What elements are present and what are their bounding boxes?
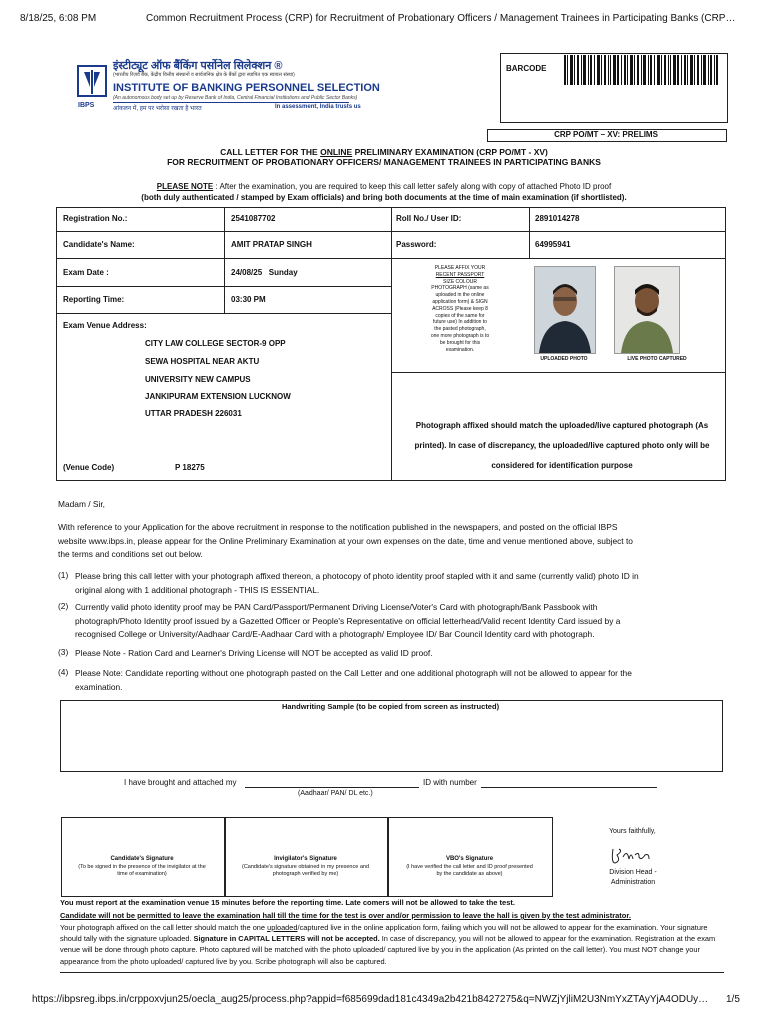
password-label: Password:: [396, 240, 437, 249]
vbo-signature-title: VBO's Signature: [445, 856, 494, 862]
org-name-english: INSTITUTE OF BANKING PERSONNEL SELECTION: [113, 82, 380, 94]
point-number: (2): [58, 601, 69, 611]
point-3: Please Note - Ration Card and Learner's Driving License will NOT be accepted as valid ID proof.: [75, 648, 433, 658]
venue-code-label: (Venue Code): [63, 463, 115, 472]
logo-text: IBPS: [78, 102, 95, 109]
barcode-label: BARCODE: [506, 64, 547, 73]
point-1: Please bring this call letter with your photograph affixed thereon, a photocopy of photo identity proof stapled with it and same (currently valid) photo ID in original along with 1 additional photograph - THIS IS ESSENTIAL.: [75, 571, 639, 595]
candidate-signature-note: (To be signed in the presence of the invigilator at the time of examination): [78, 864, 206, 877]
uploaded-photo-caption: UPLOADED PHOTO: [540, 356, 588, 362]
call-letter-title: CALL LETTER FOR THE ONLINE PRELIMINARY EXAMINATION (CRP PO/MT - XV): [220, 147, 548, 157]
id-number-line: [481, 787, 657, 788]
photo-match-note: Photograph affixed should match the uploaded/live captured photograph (As printed). In case of discrepancy, the uploaded/live captured photo only will be considered for identification purpose: [414, 421, 710, 470]
vbo-signature-note: (I have verified the call letter and ID proof presented by the candidate as above): [406, 864, 533, 877]
password-value: 64995941: [535, 240, 571, 249]
point-number: (4): [58, 667, 69, 677]
reporting-instruction: You must report at the examination venue 15 minutes before the reporting time. Late comers will not be allowed to take the test.: [60, 898, 515, 907]
roll-label: Roll No./ User ID:: [396, 214, 462, 223]
exam-label: CRP PO/MT – XV: PRELIMS: [554, 130, 658, 139]
candidate-signature-title: Candidate's Signature: [110, 856, 174, 862]
venue-line: UNIVERSITY NEW CAMPUS: [145, 375, 251, 384]
call-letter-subtitle: FOR RECRUITMENT OF PROBATIONARY OFFICERS/ MANAGEMENT TRAINEES IN PARTICIPATING BANKS: [167, 157, 601, 167]
roll-value: 2891014278: [535, 214, 580, 223]
org-subtitle-hindi: (भारतीय रिज़र्व बैंक, केंद्रीय वित्तीय संस्थानों व सार्वजनिक क्षेत्र के बैंकों द्वारा स्थापित एक स्वायत्त संस्था): [113, 72, 295, 78]
point-4: Please Note: Candidate reporting without one photograph pasted on the Call Letter and one additional photograph will not be allowed to appear for the examination.: [75, 668, 632, 692]
yours-faithfully: Yours faithfully,: [609, 828, 656, 835]
live-photo-caption: LIVE PHOTO CAPTURED: [627, 356, 687, 362]
exam-date-label: Exam Date :: [63, 268, 109, 277]
point-2: Currently valid photo identity proof may be PAN Card/Passport/Permanent Driving License/Voter's Card with photograph/Bank Passbook with photograph/Photo Identity proof issued by a Gazetted Officer or People's Representative on official letterhead/Valid recent Identity Card issued by a recognised College or University/Aadhaar Card/E-Aadhaar Card with a photograph/ Employee ID/ Bar Council Identity card with photograph.: [75, 602, 621, 639]
live-photo: [614, 266, 680, 354]
photo-signature-instruction: Your photograph affixed on the call letter should match the one uploaded/captured live in the online application form, failing which you will not be allowed to appear for the examination. Your signature should tally with the signature uploaded. Signature in CAPITAL LETTERS will not be accepted. In case of discrepancy, you will not be allowed to appear for the examination. Registration at the exam venue will be done through photo capture. Photo captured will be matched with the photo uploaded/ captured live by you in the application (As printed on the call letter). You must NOT change your appearance from the photo uploaded/ captured live by you. Scribe photograph will also be captured.: [60, 923, 716, 966]
registration-label: Registration No.:: [63, 214, 128, 223]
venue-label: Exam Venue Address:: [63, 321, 147, 330]
id-type-line: [245, 787, 419, 788]
leave-hall-instruction: Candidate will not be permitted to leave the examination hall till the time for the test is over and/or permission to leave the hall is given by the test administrator.: [60, 911, 631, 920]
venue-line: CITY LAW COLLEGE SECTOR-9 OPP: [145, 339, 286, 348]
print-datetime: 8/18/25, 6:08 PM: [20, 13, 97, 24]
person-photo-icon: [615, 267, 679, 353]
salutation: Madam / Sir,: [58, 499, 106, 509]
venue-line: UTTAR PRADESH 226031: [145, 409, 242, 418]
intro-paragraph: With reference to your Application for the above recruitment in response to the notification published in the newspapers, and posted on the official IBPS website www.ibps.in, please appear for the Online Preliminary Examination at your own expenses on the date, time and venue mentioned above, subject to the terms and conditions set out below.: [58, 522, 633, 559]
division-head: Division Head - Administration: [609, 869, 657, 886]
handwritten-signature-icon: [609, 845, 653, 867]
handwriting-title: Handwriting Sample (to be copied from screen as instructed): [281, 702, 500, 711]
print-page-number: 1/5: [726, 994, 740, 1005]
name-label: Candidate's Name:: [63, 240, 135, 249]
id-type-hint: (Aadhaar/ PAN/ DL etc.): [298, 790, 373, 797]
org-motto-english: In assessment, India trusts us: [275, 104, 361, 110]
bottom-divider: [60, 972, 724, 973]
please-note: PLEASE NOTE : After the examination, you are required to keep this call letter safely along with copy of attached Photo ID proof: [156, 182, 612, 191]
venue-line: SEWA HOSPITAL NEAR AKTU: [145, 357, 260, 366]
name-value: AMIT PRATAP SINGH: [231, 240, 312, 249]
print-page-title: Common Recruitment Process (CRP) for Recruitment of Probationary Officers / Management Trainees in Participating Banks (CRP…: [146, 13, 736, 24]
org-motto-hindi: आंकलन में, हम पर भरोसा रखता है भारत: [113, 106, 202, 112]
affix-photo-instructions: PLEASE AFFIX YOUR RECENT PASSPORT SIZE COLOUR PHOTOGRAPH (same as uploaded in the online application form) & SIGN ACROSS (Please keep 8 copies of the same for future use) In addition to the pasted photograph, one more photograph is to be brought for this examination.: [430, 265, 490, 353]
point-number: (1): [58, 570, 69, 580]
print-url: https://ibpsreg.ibps.in/crppoxvjun25/oecla_aug25/process.php?appid=f685699dad181c4349a2b421b8427275&q=NWZjYjliM2U3NmYxZTAyYjA4ODUy…: [32, 994, 709, 1005]
org-tagline: (An autonomous body set up by Reserve Bank of India, Central Financial Institutions and Public Sector Banks): [113, 95, 358, 101]
venue-code-value: P 18275: [175, 463, 205, 472]
reporting-time-value: 03:30 PM: [231, 295, 266, 304]
please-note-line2: (both duly authenticated / stamped by Exam officials) and bring both documents at the time of main examination (if shortlisted).: [141, 193, 627, 202]
venue-line: JANKIPURAM EXTENSION LUCKNOW: [145, 392, 291, 401]
invigilator-signature-note: (Candidate's signature obtained in my presence and photograph verified by me): [241, 864, 370, 877]
registration-value: 2541087702: [231, 214, 276, 223]
invigilator-signature-title: Invigilator's Signature: [274, 856, 337, 862]
id-declaration: I have brought and attached my: [124, 778, 237, 787]
point-number: (3): [58, 647, 69, 657]
id-number-label: ID with number: [423, 778, 477, 787]
uploaded-photo: [534, 266, 596, 354]
reporting-time-label: Reporting Time:: [63, 295, 125, 304]
barcode-icon: [564, 55, 718, 85]
person-photo-icon: [535, 267, 595, 353]
org-divider: [113, 102, 349, 103]
exam-date-value: 24/08/25 Sunday: [231, 268, 298, 277]
org-name-hindi: इंस्टीट्यूट ऑफ बैंकिंग पर्सोनेल सिलेक्शन ®: [113, 60, 283, 72]
